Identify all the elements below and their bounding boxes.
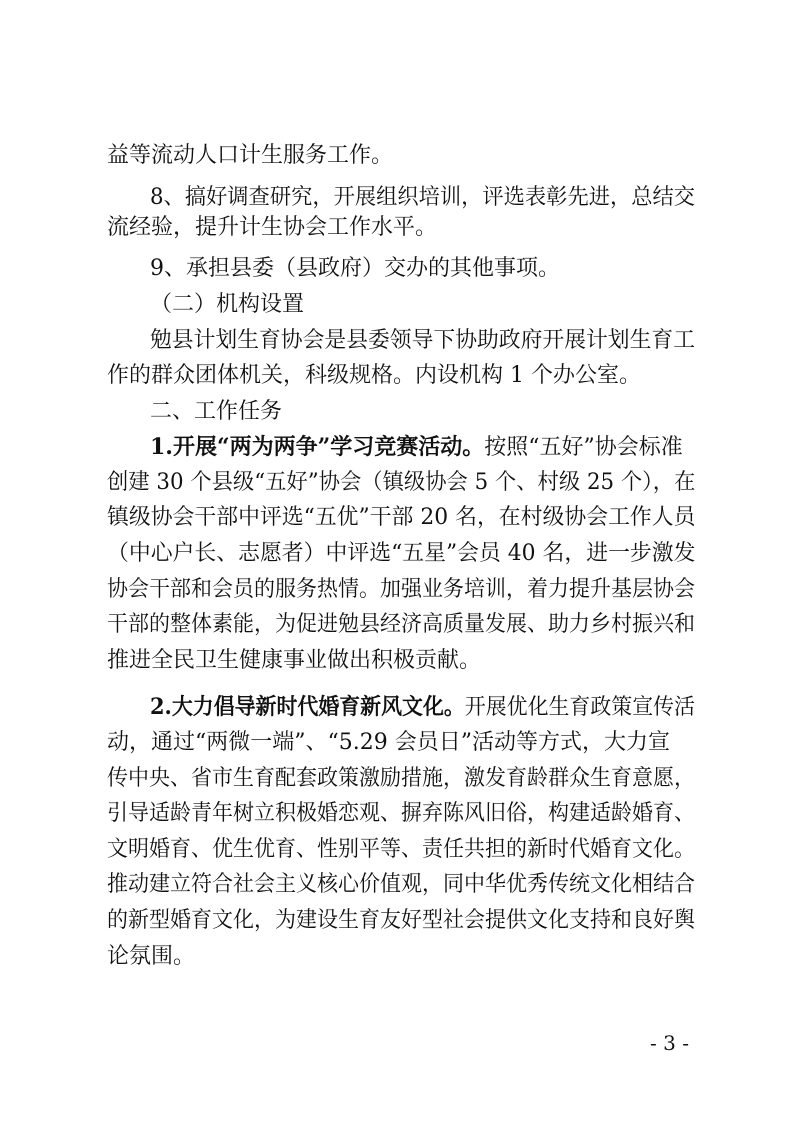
text-segment: 引导适龄青年树立积极婚恋观、摒弃陈风旧俗，构建适龄婚育、 [107, 801, 696, 826]
text-segment: 传中央、省市生育配套政策激励措施，激发育龄群众生育意愿， [107, 766, 696, 791]
text-segment: 的新型婚育文化，为建设生育友好型社会提供文化支持和良好舆 [107, 908, 696, 933]
bold-heading-segment: 1.开展“两为两争”学习竞赛活动。 [150, 434, 485, 460]
text-line [107, 361, 641, 391]
section-heading [150, 397, 282, 427]
text-line [107, 610, 695, 640]
text-line [150, 692, 695, 723]
text-line [150, 183, 695, 213]
text-segment: 流经验，提升计生协会工作水平。 [107, 215, 438, 240]
text-segment: （二）机构设置 [150, 292, 305, 317]
text-segment: （中心户长、志愿者）中评选“五星”会员 40 名，进一步激发 [107, 541, 696, 566]
text-segment: 按照“五好”协会标准 [484, 435, 683, 460]
text-line [107, 799, 695, 829]
text-line [107, 764, 695, 794]
text-segment: 9、承担县委（县政府）交办的其他事项。 [150, 256, 560, 281]
text-segment: 益等流动人口计生服务工作。 [107, 143, 394, 168]
text-segment: 开展优化生育政策宣传活 [464, 695, 695, 720]
text-line [107, 942, 195, 972]
text-segment: 勉县计划生育协会是县委领导下协助政府开展计划生育工 [150, 328, 696, 353]
text-segment: 二、工作任务 [150, 399, 283, 424]
text-segment: 动，通过“两微一端”、“5.29 会员日”活动等方式，大力宣 [107, 730, 670, 755]
section-heading [150, 290, 304, 320]
text-line [107, 575, 695, 605]
text-line [107, 468, 695, 498]
text-segment: 镇级协会干部中评选“五优”干部 20 名，在村级协会工作人员 [107, 505, 696, 530]
text-line [107, 213, 437, 243]
text-line [107, 141, 393, 171]
text-segment: 8、搞好调查研究，开展组织培训，评选表彰先进，总结交 [150, 185, 695, 210]
text-line [107, 728, 670, 758]
bold-heading-segment: 2.大力倡导新时代婚育新风文化。 [150, 694, 465, 720]
text-line [150, 254, 560, 284]
text-line [107, 906, 695, 936]
text-line [107, 870, 695, 900]
text-segment: 推动建立符合社会主义核心价值观，同中华优秀传统文化相结合 [107, 872, 696, 897]
text-line [150, 432, 683, 463]
text-segment: 协会干部和会员的服务热情。加强业务培训，着力提升基层协会 [107, 577, 696, 602]
text-segment: 论氛围。 [107, 944, 196, 969]
text-segment: 干部的整体素能，为促进勉县经济高质量发展、助力乡村振兴和 [107, 612, 696, 637]
text-line [107, 503, 695, 533]
text-segment: 推进全民卫生健康事业做出积极贡献。 [107, 648, 482, 673]
text-line [107, 539, 695, 569]
text-line [107, 835, 695, 865]
text-segment: 创建 30 个县级“五好”协会（镇级协会 5 个、村级 25 个），在 [107, 470, 696, 495]
text-line [107, 646, 481, 676]
text-segment: 作的群众团体机关，科级规格。内设机构 1 个办公室。 [107, 363, 641, 388]
text-line [150, 326, 695, 356]
text-segment: 文明婚育、优生优育、性别平等、责任共担的新时代婚育文化。 [107, 837, 696, 862]
page-number: - 3 - [650, 1031, 689, 1055]
